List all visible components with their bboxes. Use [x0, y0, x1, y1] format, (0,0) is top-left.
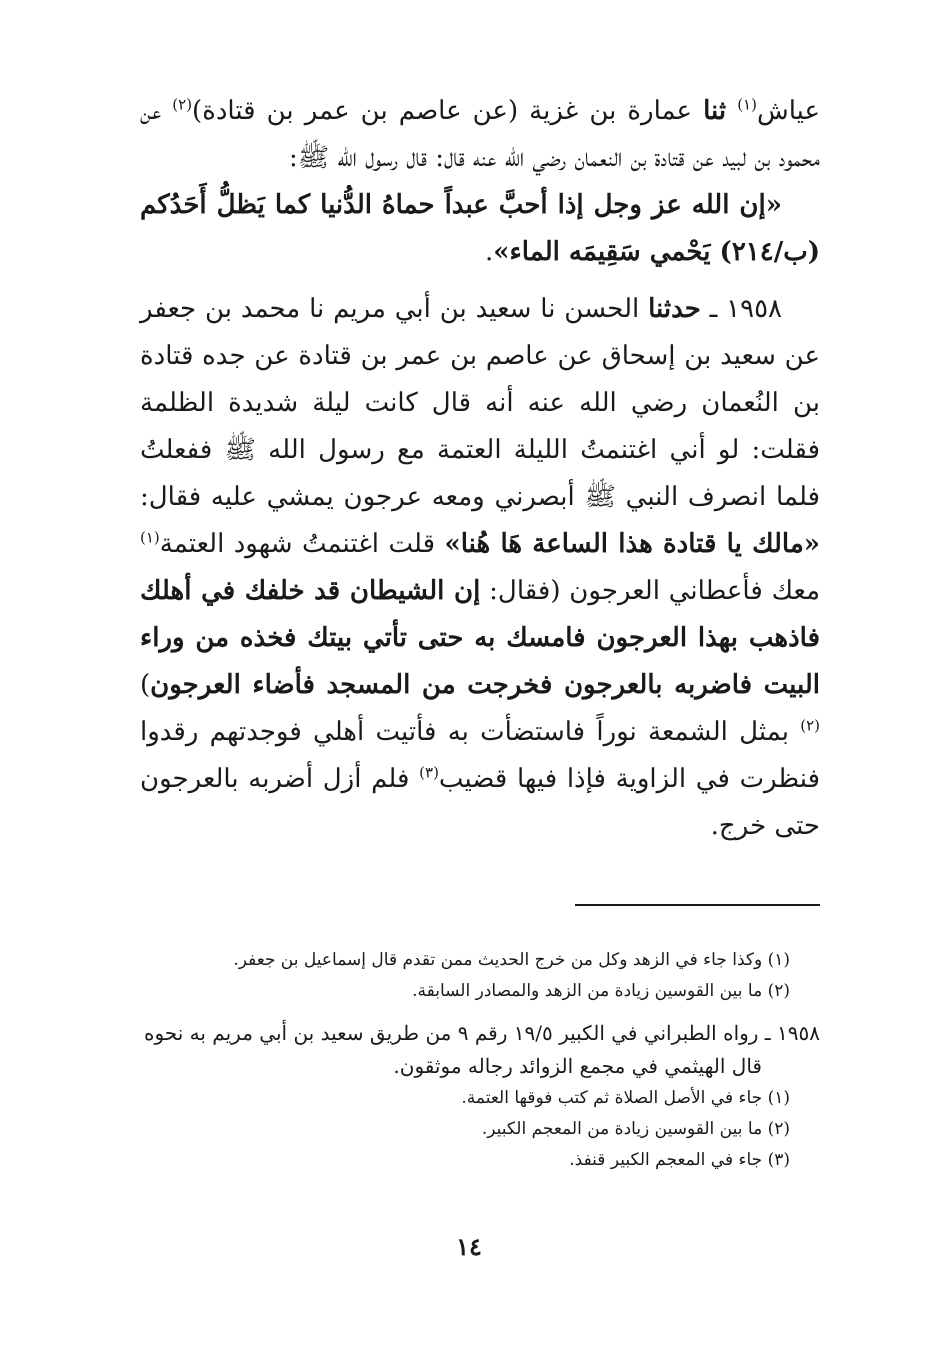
footnote-hadith-1958 — [140, 1017, 820, 1083]
footnotes — [140, 945, 820, 1176]
footnote-item: (١) وكذا جاء في الزهد وكل من خرج الحديث ممن تقدم قال إسماعيل بن جعفر. — [233, 950, 790, 970]
bold-quote: إن الشيطان قد خلفك في أهلك فاذهب بهذا العرجون فامسك به حتى تأتي بيتك فخذه من وراء البيت فاضربه بالعرجون فخرجت من المسجد فأضاء العرجون — [140, 576, 820, 700]
footnote-source-cont: قال الهيثمي في مجمع الزوائد رجاله موثقون. — [393, 1054, 762, 1078]
hadith-1958: ١٩٥٨ ـ حدثنا الحسن نا سعيد بن أبي مريم نا محمد بن جعفر عن سعيد بن إسحاق عن عاصم بن عمر بن قتادة عن جده قتادة بن النُعمان رضي الله عنه أنه قال كانت ليلة شديدة الظلمة فقلت: لو أني اغتنمتُ الليلة العتمة مع رسول الله ﷺ ففعلتُ فلما انصرف النبي ﷺ أبصرني ومعه عرجون يمشي عليه فقال: «مالك يا قتادة هذا الساعة هَا هُنا» قلت اغتنمتُ شهود العتمة$^{(١)}$ معك فأعطاني العرجون (فقال: إن الشيطان قد خلفك في أهلك فاذهب بهذا العرجون فامسك به حتى تأتي بيتك فخذه من وراء البيت فاضربه بالعرجون فخرجت من المسجد فأضاء العرجون)$^{(٢)}$ بمثل الشمعة نوراً فاستضأت به فأتيت أهلي فوجدتهم رقدوا فنظرت في الزاوية فإذا فيها قضيب$^{(٣)}$ فلم أزل أضربه بالعرجون حتى خرج. — [140, 294, 820, 841]
main-text — [140, 88, 820, 850]
footnote-divider — [575, 904, 820, 906]
footnote-marker: (١) — [140, 528, 160, 547]
hadith-quote: «إن الله عز وجل إذا أحبَّ عبداً حماهُ الدُّنيا كما يَظلُّ أَحَدُكم (ب/٢١٤) يَحْمي سَقِيمَه الماء». — [140, 190, 820, 267]
footnote-marker: (٣) — [419, 763, 439, 782]
bold-quote: «مالك يا قتادة هذا الساعة هَا هُنا» — [444, 529, 820, 559]
paragraph-continuation: عياش$^{(١)}$ ثنا عمارة بن غزية (عن عاصم بن عمر بن قتادة)$^{(٢)}$ عن محمود بن لبيد عن قتادة بن النعمان رضي الله عنه قال: قال رسول الله ﷺ: — [140, 95, 820, 173]
footnote-item: (٣) جاء في المعجم الكبير قنفذ. — [569, 1150, 790, 1170]
footnote-item: (١) جاء في الأصل الصلاة ثم كتب فوقها العتمة. — [461, 1088, 790, 1108]
footnote-marker: (٢) — [800, 716, 820, 735]
footnote-item: (٢) ما بين القوسين زيادة من المعجم الكبير. — [481, 1119, 790, 1139]
footnote-marker: (١) — [737, 95, 757, 114]
bold-word: حدثنا — [648, 294, 701, 324]
footnote-marker: (٢) — [172, 95, 193, 114]
page-number: ١٤ — [456, 1232, 482, 1261]
footnote-item: (٢) ما بين القوسين زيادة من الزهد والمصادر السابقة. — [412, 981, 790, 1001]
bold-quote: «إن الله عز وجل إذا أحبَّ عبداً حماهُ الدُّنيا كما يَظلُّ أَحَدُكم (ب/٢١٤) يَحْمي سَقِيمَه الماء» — [140, 190, 820, 267]
bold-word: ثنا — [703, 96, 727, 126]
footnote-source-line: ١٩٥٨ ـ رواه الطبراني في الكبير ١٩/٥ رقم ٩ من طريق سعيد بن أبي مريم به نحوه — [144, 1021, 820, 1045]
